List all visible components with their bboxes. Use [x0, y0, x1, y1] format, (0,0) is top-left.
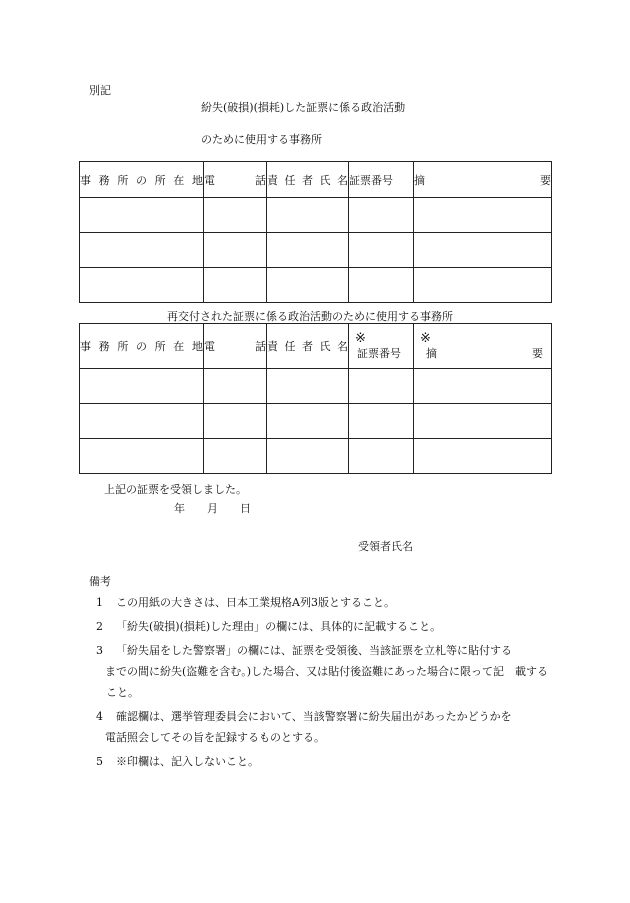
note-item: 3 「紛失届をした警察署」の欄には、証票を受領後、当該証票を立札等に貼付する までの間に紛失(盗難を含む。)した場合、又は貼付後盗難にあった場合に限って記 載すること。	[96, 644, 548, 699]
header-manager-name: 責 任 者 氏 名	[267, 162, 349, 198]
header-summary: ※ 摘 要	[414, 324, 552, 369]
cell-phone[interactable]	[204, 233, 267, 268]
cell-summary[interactable]	[414, 233, 552, 268]
note-item: 4 確認欄は、選挙管理委員会において、当該警察署に紛失届出があったかどうかを 電話照会してその旨を記録するものとする。	[96, 710, 512, 744]
header-office-location: 事 務 所 の 所 在 地	[80, 324, 204, 369]
year-label: 年	[174, 502, 185, 515]
table-header-row	[80, 162, 552, 198]
cell-phone[interactable]	[204, 439, 267, 474]
cell-cert-number[interactable]	[349, 439, 414, 474]
reissued-section-title: 再交付された証票に係る政治活動のために使用する事務所	[167, 310, 453, 323]
cell-office-location[interactable]	[80, 404, 204, 439]
office-use-mark: ※	[355, 331, 366, 346]
table-row	[80, 439, 552, 474]
note-item: 1 この用紙の大きさは、日本工業規格A列3版とすること。	[96, 596, 395, 609]
header-phone: 電 話	[204, 324, 267, 369]
cell-office-location[interactable]	[80, 233, 204, 268]
cell-manager-name[interactable]	[267, 198, 349, 233]
table-row	[80, 404, 552, 439]
note-item: 5 ※印欄は、記入しないこと。	[96, 755, 259, 768]
cell-office-location[interactable]	[80, 439, 204, 474]
header-office-location: 事 務 所 の 所 在 地	[80, 162, 204, 198]
cell-phone[interactable]	[204, 268, 267, 303]
cell-phone[interactable]	[204, 198, 267, 233]
office-table-reissued	[79, 323, 552, 474]
form-title-line-1: 紛失(破損)(損耗)した証票に係る政治活動	[201, 101, 406, 114]
cell-phone[interactable]	[204, 369, 267, 404]
cell-office-location[interactable]	[80, 369, 204, 404]
day-label: 日	[240, 502, 251, 515]
cell-summary[interactable]	[414, 268, 552, 303]
office-table-lost	[79, 161, 552, 303]
table-header-row	[80, 324, 552, 369]
notes-list	[98, 592, 558, 775]
month-label: 月	[207, 502, 218, 515]
cell-office-location[interactable]	[80, 198, 204, 233]
cell-manager-name[interactable]	[267, 268, 349, 303]
cell-summary[interactable]	[414, 198, 552, 233]
header-phone: 電 話	[204, 162, 267, 198]
receipt-statement: 上記の証票を受領しました。	[104, 483, 247, 496]
note-item: 2 「紛失(破損)(損耗)した理由」の欄には、具体的に記載すること。	[96, 620, 442, 633]
annex-label: 別記	[89, 84, 111, 97]
header-cert-number: ※ 証票番号	[349, 324, 414, 369]
cell-manager-name[interactable]	[267, 233, 349, 268]
office-use-mark: ※	[420, 331, 431, 346]
header-cert-number: 証票番号	[349, 162, 414, 198]
table-row	[80, 233, 552, 268]
cell-cert-number[interactable]	[349, 198, 414, 233]
cell-cert-number[interactable]	[349, 268, 414, 303]
form-title-line-2: のために使用する事務所	[201, 133, 322, 146]
cell-cert-number[interactable]	[349, 404, 414, 439]
cell-manager-name[interactable]	[267, 439, 349, 474]
header-manager-name: 責 任 者 氏 名	[267, 324, 349, 369]
cell-manager-name[interactable]	[267, 404, 349, 439]
cell-phone[interactable]	[204, 404, 267, 439]
cell-office-location[interactable]	[80, 268, 204, 303]
notes-heading: 備考	[89, 575, 111, 588]
header-summary: 摘 要	[414, 162, 552, 198]
cell-manager-name[interactable]	[267, 369, 349, 404]
table-row	[80, 268, 552, 303]
cell-cert-number[interactable]	[349, 233, 414, 268]
cell-summary[interactable]	[414, 404, 552, 439]
cell-summary[interactable]	[414, 439, 552, 474]
cell-summary[interactable]	[414, 369, 552, 404]
cell-cert-number[interactable]	[349, 369, 414, 404]
table-row	[80, 369, 552, 404]
date-line	[174, 500, 251, 516]
receiver-name-label: 受領者氏名	[358, 540, 413, 553]
table-row	[80, 198, 552, 233]
